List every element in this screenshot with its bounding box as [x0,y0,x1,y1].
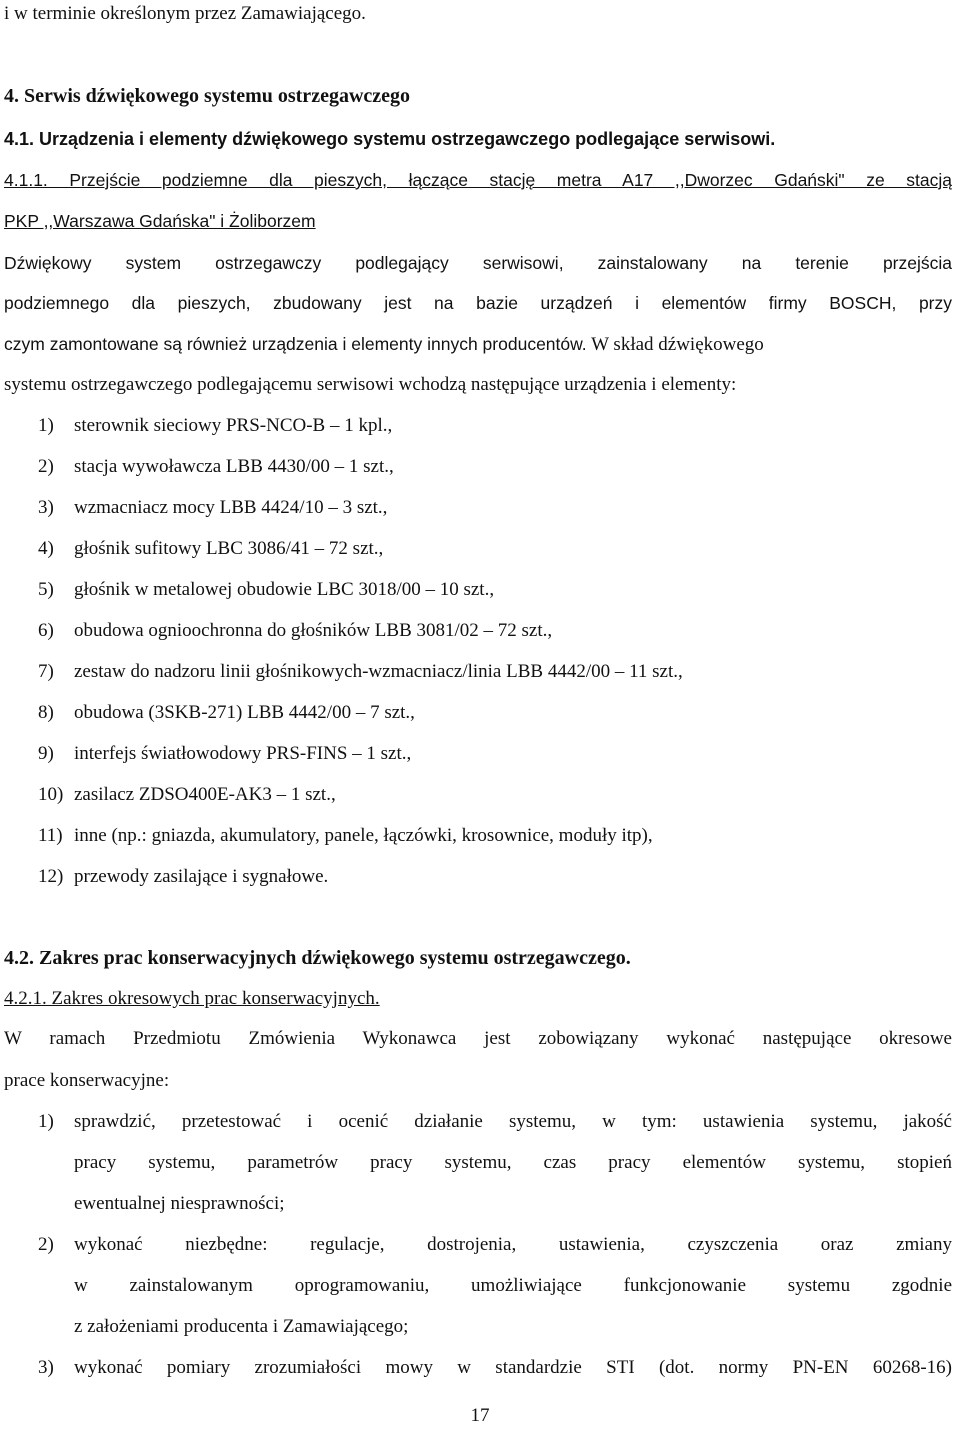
list-item-text: wzmacniacz mocy LBB 4424/10 – 3 szt., [74,497,388,518]
paragraph-line-3 [4,332,764,357]
work-item-number: 1) [38,1111,54,1132]
work-item-number: 2) [38,1234,54,1255]
list-item-text: przewody zasilające i sygnałowe. [74,866,329,887]
list-item-text: obudowa ognioochronna do głośników LBB 3081/02 – 72 szt., [74,620,553,641]
paragraph-line-3-sans: czym zamontowane są również urządzenia i elementy innych producentów. [4,334,587,354]
list-item [38,783,336,807]
list-item-number: 12) [38,866,64,887]
section-4-1-1-heading-line-1: 4.1.1. Przejście podziemne dla pieszych, łączące stację metra A17 ,,Dworzec Gdański" ze stacją [4,170,952,190]
list-item [38,865,328,889]
list-item-number: 7) [38,661,54,682]
list-item [38,619,552,643]
list-item-text: zestaw do nadzoru linii głośnikowych-wzmacniacz/linia LBB 4442/00 – 11 szt., [74,661,683,682]
list-item-number: 5) [38,579,54,600]
list-item-number: 8) [38,702,54,723]
work-item-line: pracy systemu, parametrów pracy systemu, czas pracy elementów systemu, stopień [74,1152,952,1173]
paragraph-line-3-serif: W skład dźwiękowego [586,334,764,355]
list-item [38,578,494,602]
list-item [38,496,387,520]
list-item [38,742,411,766]
list-item-text: stacja wywoławcza LBB 4430/00 – 1 szt., [74,456,394,477]
list-item [38,537,383,561]
list-item [38,455,394,479]
section-4-heading: 4. Serwis dźwiękowego systemu ostrzegawczego [4,85,411,107]
list-item-text: inne (np.: gniazda, akumulatory, panele, łączówki, krosownice, moduły itp), [74,825,653,846]
list-item-number: 3) [38,497,54,518]
work-item-line: z założeniami producenta i Zamawiającego; [74,1316,409,1337]
work-item [38,1233,952,1257]
work-item-number: 3) [38,1357,54,1378]
list-item-text: interfejs światłowodowy PRS-FINS – 1 szt., [74,743,412,764]
list-item-number: 9) [38,743,54,764]
section-4-2-1-heading: 4.2.1. Zakres okresowych prac konserwacyjnych. [4,988,380,1009]
work-item-line: sprawdzić, przetestować i ocenić działanie systemu, w tym: ustawienia systemu, jakość [74,1111,952,1132]
paragraph-line-4: systemu ostrzegawczego podlegającemu serwisowi wchodzą następujące urządzenia i elementy: [4,374,737,395]
list-item-number: 4) [38,538,54,559]
page-number: 17 [470,1405,490,1426]
paragraph-line-2: podziemnego dla pieszych, zbudowany jest na bazie urządzeń i elementów firmy BOSCH, przy [4,293,952,313]
list-item-text: głośnik sufitowy LBC 3086/41 – 72 szt., [74,538,384,559]
list-item [38,414,392,438]
list-item [38,824,653,848]
list-item [38,660,683,684]
list-item-number: 6) [38,620,54,641]
work-item [38,1356,952,1380]
list-item-text: głośnik w metalowej obudowie LBC 3018/00 – 10 szt., [74,579,495,600]
paragraph-line-1: Dźwiękowy system ostrzegawczy podlegający serwisowi, zainstalowany na terenie przejścia [4,253,952,273]
list-item-number: 10) [38,784,64,805]
list-item-text: sterownik sieciowy PRS-NCO-B – 1 kpl., [74,415,393,436]
work-item-line: wykonać pomiary zrozumiałości mowy w standardzie STI (dot. normy PN-EN 60268-16) [74,1357,952,1378]
list-item [38,701,415,725]
work-item-line: ewentualnej niesprawności; [74,1193,285,1214]
carryover-text: i w terminie określonym przez Zamawiającego. [4,3,366,24]
work-item [38,1110,952,1134]
intro-line-1: W ramach Przedmiotu Zmówienia Wykonawca jest zobowiązany wykonać następujące okresowe [4,1028,952,1049]
list-item-number: 11) [38,825,63,846]
list-item-text: zasilacz ZDSO400E-AK3 – 1 szt., [74,784,336,805]
section-4-1-heading: 4.1. Urządzenia i elementy dźwiękowego systemu ostrzegawczego podlegające serwisowi. [4,129,776,149]
section-4-2-heading: 4.2. Zakres prac konserwacyjnych dźwiękowego systemu ostrzegawczego. [4,947,631,969]
intro-line-2: prace konserwacyjne: [4,1070,170,1091]
section-4-1-1-heading-line-2: PKP ,,Warszawa Gdańska" i Żoliborzem [4,211,316,231]
list-item-number: 1) [38,415,54,436]
list-item-number: 2) [38,456,54,477]
work-item-line: wykonać niezbędne: regulacje, dostrojenia, ustawienia, czyszczenia oraz zmiany [74,1234,952,1255]
work-item-line: w zainstalowanym oprogramowaniu, umożliwiające funkcjonowanie systemu zgodnie [74,1275,952,1296]
list-item-text: obudowa (3SKB-271) LBB 4442/00 – 7 szt., [74,702,415,723]
